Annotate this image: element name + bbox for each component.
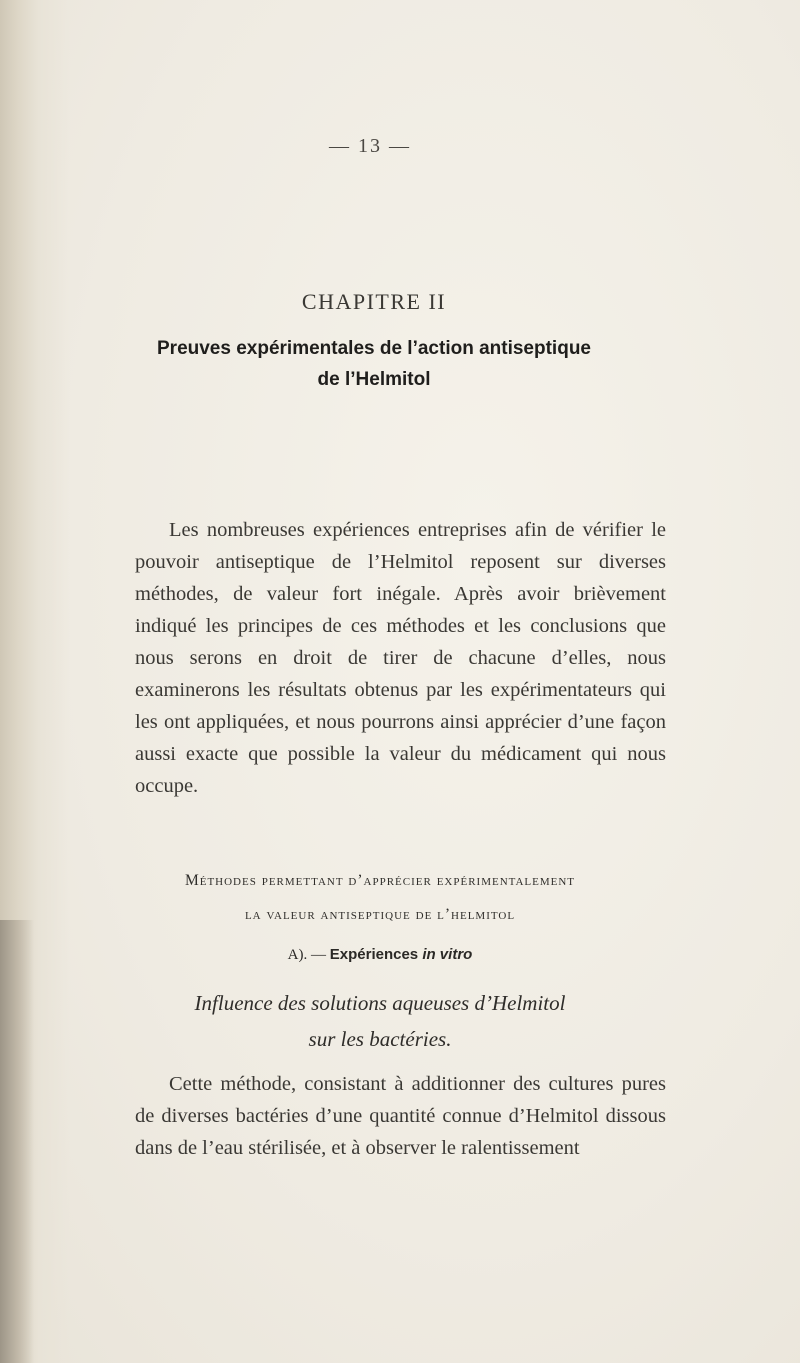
chapter-subtitle	[80, 333, 668, 395]
chapter-title: CHAPITRE II	[301, 289, 447, 314]
influence-heading-line-2: sur les bactéries.	[308, 1027, 452, 1051]
influence-heading	[0, 985, 760, 1057]
subsection-heading	[0, 946, 760, 964]
page-number: — 13 —	[329, 135, 411, 157]
methods-heading-line-2: la valeur antiseptique de l’helmitol	[244, 906, 516, 923]
chapter-subtitle-line-2: de l’Helmitol	[317, 369, 431, 390]
influence-heading-line-1: Influence des solutions aqueuses d’Helmitol	[194, 991, 566, 1015]
subsection-title: Expériences	[329, 946, 423, 963]
intro-paragraph: Les nombreuses expériences entreprises afin de vérifier le pouvoir antiseptique de l’Helmitol reposent sur diverses méthodes, de valeur fort inégale. Après avoir brièvement indiqué les principes de ces méthodes et les conclusions que nous serons en droit de tirer de chacune d’elles, nous examinerons les résultats obtenus par les expérimentateurs qui les ont appliquées, et nous pourrons ainsi apprécier d’une façon aussi exacte que possible la valeur du médicament qui nous occupe.	[135, 519, 666, 797]
methods-heading-line-1: Méthodes permettant d’apprécier expérimentalement	[184, 872, 576, 889]
subsection-label: A). —	[287, 947, 330, 963]
method-paragraph: Cette méthode, consistant à additionner des cultures pures de diverses bactéries d’une quantité connue d’Helmitol dissous dans de l’eau stérilisée, et à observer le ralentissement	[135, 1073, 666, 1159]
subsection-title-italic: in vitro	[422, 946, 473, 963]
methods-heading	[0, 864, 760, 932]
chapter-subtitle-line-1: Preuves expérimentales de l’action antiseptique	[157, 338, 591, 359]
